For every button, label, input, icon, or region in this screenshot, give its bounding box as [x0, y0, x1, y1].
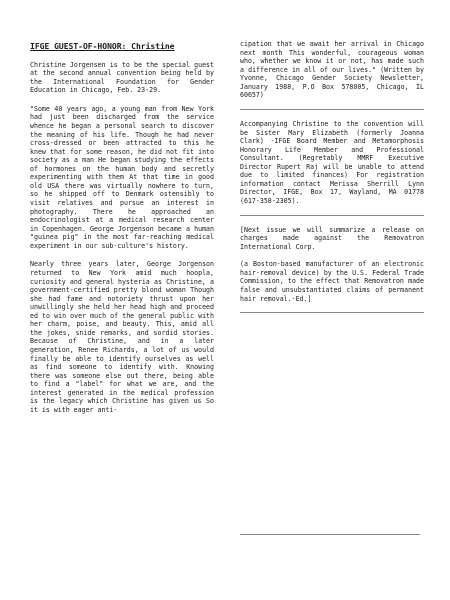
- left-column: [30, 42, 214, 425]
- article-paragraph-quote-end: cipation that we await her arrival in Chicago next month This wonderful, courageous woman who, whether we know it or not, has made such a difference in all of our lives." (Written by Yvonne, Chicago Gender Society Newsletter, January 1988, P.O Box 578005, Chicago, IL 60657): [240, 40, 424, 100]
- notice-paragraph-ftc: (a Boston-based manufacturer of an electronic hair-removal device) by the U.S. Federal Trade Commission, to the effect that Removatron made false and unsubstantiated claims of permanent hair removal.-Ed.]: [240, 260, 424, 303]
- article-paragraph-intro: Christine Jorgensen is to be the special guest at the second annual convention being held by the International Foundation for Gender Education in Chicago, Feb. 23-29.: [30, 60, 214, 95]
- article-paragraph-legacy: Nearly three years later, George Jorgenson returned to New York amid much hoopla, curiosity and general hysteria as Christine, a government-certified pretty blond woman Though she had fame and notoriety thrust upon her unwillingly she held her head high and proceed ed to win over much of the general public with her charm, poise, and beauty. This, amid all the jokes, snide remarks, and sordid stories. Because of Christine, and in a later generation, Renee Richards, a lot of us would finally be able to identify ourselves as well as find someone to identify with. Knowing there was someone else out there, being able to find a "label" for what we are, and the interest generated in the medical profession is the legacy which Christine has given us So it is with eager anti-: [30, 260, 214, 414]
- article-paragraph-convention: Accompanying Christine to the convention will be Sister Mary Elizabeth (formerly Joanna Clark) -IFGE Board Member and Metamorphosis Honorary Life Member and Professional Consultant. (Regretably MMRF Executive Director Rupert Raj will be unable to attend due to limited finances) For registration information contact Merissa Sherrill Lynn Director, IFGE, Box 17, Wayland, MA 01778 (617-358-2305).: [240, 119, 424, 205]
- right-column: [240, 40, 424, 323]
- divider-rule: [240, 215, 424, 216]
- article-heading: IFGE GUEST-OF-HONOR: Christine: [30, 42, 175, 51]
- article-paragraph-history: "Some 40 years ago, a young man from New York had just been discharged from the service whence he began a personal search to discover the meaning of his life. Though he had never cross-dressed or been attracted to this he knew that for some reason, he did not fit into society as a man He began studying the effects of hormones on the human body and secretly experimenting with them At that time in good old USA there was virtually nowhere to turn, so he shipped off to Denmark ostensibly to visit relatives and pursue an interest in photography. There he approached an endocrinologist at a medical research center in Copenhagen. George Jorgenson became a human "guinea pig" in the most far-reaching medical experiment in our sub-culture's history.: [30, 104, 214, 250]
- notice-paragraph-release: [Next issue we will summarize a release on charges made against the Removatron International Corp.: [240, 225, 424, 251]
- divider-rule: [240, 312, 424, 313]
- bottom-divider-rule: [240, 534, 420, 535]
- divider-rule: [240, 109, 424, 110]
